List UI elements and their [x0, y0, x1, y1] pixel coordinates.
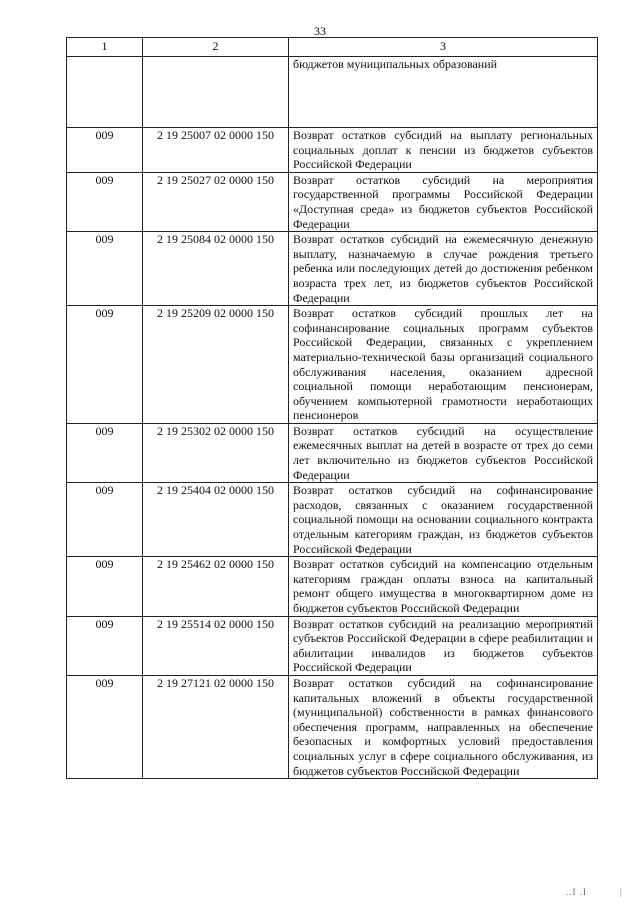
- table-row: [67, 557, 598, 616]
- table-row: [67, 616, 598, 675]
- admin-code-cell: 009: [67, 128, 143, 173]
- table-header-row: [67, 38, 598, 57]
- admin-code-cell: 009: [67, 172, 143, 231]
- budget-code-cell: 2 19 25404 02 0000 150: [143, 483, 289, 557]
- budget-code-cell: 2 19 25027 02 0000 150: [143, 172, 289, 231]
- description-cell: Возврат остатков субсидий на ежемесячную денежную выплату, назначаемую в случае рождения третьего ребенка или последующих детей до достижения ребенком возраста трех лет, из бюджетов субъектов Российской Федерации: [289, 232, 598, 306]
- table-row: [67, 172, 598, 231]
- description-cell: Возврат остатков субсидий прошлых лет на софинансирование социальных программ субъектов Российской Федерации, связанных с укреплением материально-технической базы организаций социального обслуживания населения, оказанием адресной социальной помощи неработающим пенсионерам, обучением компьютерной грамотности неработающих пенсионеров: [289, 306, 598, 424]
- table-row: [67, 232, 598, 306]
- column-header-3: 3: [289, 38, 598, 57]
- budget-classification-table: [66, 37, 598, 779]
- description-cell: Возврат остатков субсидий на реализацию мероприятий субъектов Российской Федерации в сфере реабилитации и абилитации инвалидов из бюджетов субъектов Российской Федерации: [289, 616, 598, 675]
- scan-mark: ..I .I: [566, 887, 587, 897]
- admin-code-cell: 009: [67, 232, 143, 306]
- continuation-row: [67, 57, 598, 128]
- budget-code-cell: 2 19 25209 02 0000 150: [143, 306, 289, 424]
- budget-code-cell: 2 19 25302 02 0000 150: [143, 423, 289, 482]
- budget-code-cell: 2 19 25462 02 0000 150: [143, 557, 289, 616]
- description-cell: Возврат остатков субсидий на выплату региональных социальных доплат к пенсии из бюджетов субъектов Российской Федерации: [289, 128, 598, 173]
- admin-code-cell: 009: [67, 483, 143, 557]
- admin-code-cell: 009: [67, 557, 143, 616]
- admin-code-cell: 009: [67, 675, 143, 778]
- table-row: [67, 675, 598, 778]
- admin-code-cell: 009: [67, 306, 143, 424]
- continuation-description: бюджетов муниципальных образований: [289, 57, 598, 128]
- description-cell: Возврат остатков субсидий на осуществление ежемесячных выплат на детей в возрасте от трех до семи лет включительно из бюджетов субъектов Российской Федерации: [289, 423, 598, 482]
- description-cell: Возврат остатков субсидий на компенсацию отдельным категориям граждан оплаты взноса на капитальный ремонт общего имущества в многоквартирном доме из бюджетов субъектов Российской Федерации: [289, 557, 598, 616]
- description-cell: Возврат остатков субсидий на софинансирование расходов, связанных с оказанием государственной социальной помощи на основании социального контракта отдельным категориям граждан, из бюджетов субъектов Российской Федерации: [289, 483, 598, 557]
- column-header-2: 2: [143, 38, 289, 57]
- continuation-code-cell: [143, 57, 289, 128]
- page-number: 33: [314, 24, 326, 38]
- table-row: [67, 483, 598, 557]
- table-row: [67, 128, 598, 173]
- description-cell: Возврат остатков субсидий на софинансирование капитальных вложений в объекты государственной (муниципальной) собственности в рамках финансового обеспечения программ, направленных на обеспечение безопасных и комфортных условий предоставления социальных услуг в сфере социального обслуживания, из бюджетов субъектов Российской Федерации: [289, 675, 598, 778]
- description-cell: Возврат остатков субсидий на мероприятия государственной программы Российской Федерации «Доступная среда» из бюджетов субъектов Российской Федерации: [289, 172, 598, 231]
- budget-code-cell: 2 19 27121 02 0000 150: [143, 675, 289, 778]
- table-row: [67, 306, 598, 424]
- scan-mark: |: [620, 887, 623, 897]
- admin-code-cell: 009: [67, 423, 143, 482]
- continuation-admin-cell: [67, 57, 143, 128]
- budget-code-cell: 2 19 25084 02 0000 150: [143, 232, 289, 306]
- table-row: [67, 423, 598, 482]
- budget-code-cell: 2 19 25514 02 0000 150: [143, 616, 289, 675]
- column-header-1: 1: [67, 38, 143, 57]
- budget-code-cell: 2 19 25007 02 0000 150: [143, 128, 289, 173]
- admin-code-cell: 009: [67, 616, 143, 675]
